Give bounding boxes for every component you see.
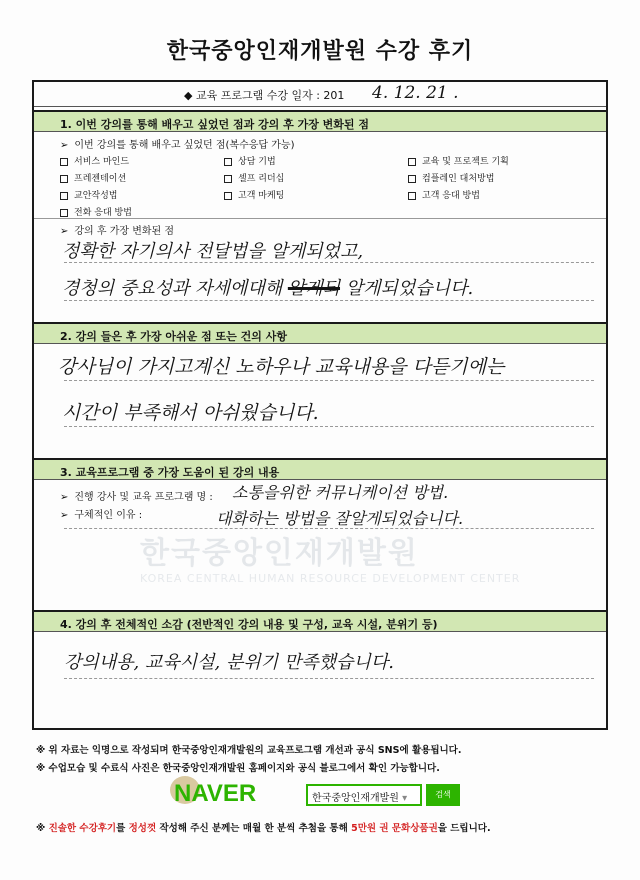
naver-logo: NAVER — [174, 780, 257, 807]
section1-sub-question — [60, 136, 294, 151]
option-label: 프레젠테이션 — [74, 174, 127, 184]
option-label: 고객 응대 방법 — [422, 191, 480, 201]
section1-sub-question-text: 이번 강의를 통해 배우고 싶었던 점(복수응답 가능) — [74, 140, 295, 151]
arrow-icon: ➢ — [60, 140, 69, 151]
checkbox-icon — [224, 158, 232, 166]
note-prize-red1: 진솔한 수강후기 — [48, 823, 117, 834]
section4-header: 4. 강의 후 전체적인 소감 (전반적인 강의 내용 및 구성, 교육 시설, 분위기 등) — [34, 610, 606, 632]
section1-hand-line1: 정확한 자기의사 전달법을 알게되었고, — [62, 241, 364, 262]
checkbox-icon — [224, 192, 232, 200]
section1-hand-line2 — [62, 274, 473, 300]
checkbox-icon — [60, 192, 68, 200]
date-row — [34, 82, 606, 107]
checkbox-icon — [60, 175, 68, 183]
section4-hand-line: 강의내용, 교육시설, 분위기 만족했습니다. — [64, 652, 394, 673]
section3-q1 — [60, 488, 213, 503]
checkbox-icon — [408, 175, 416, 183]
note-anonymous: ※ 위 자료는 익명으로 작성되며 한국중앙인재개발원의 교육프로그램 개선과 공식 SNS에 활용됩니다. — [36, 745, 462, 756]
dashed-rule — [64, 426, 594, 427]
checkbox-icon — [224, 175, 232, 183]
section1-sub-change — [60, 222, 174, 237]
option-self-leadership[interactable] — [224, 171, 284, 184]
option-marketing[interactable] — [224, 188, 284, 201]
option-counseling[interactable] — [224, 154, 276, 167]
section2-header: 2. 강의 들은 후 가장 아쉬운 점 또는 건의 사항 — [34, 322, 606, 344]
note-prize-prefix: ※ — [36, 823, 46, 834]
arrow-icon: ➢ — [60, 492, 69, 503]
dashed-rule — [64, 300, 594, 301]
section3-q2-hand: 대화하는 방법을 잘알게되었습니다. — [216, 509, 464, 528]
section1-hand-line2-a: 경청의 중요성과 자세에대해 — [62, 278, 283, 299]
naver-search-input[interactable] — [306, 784, 422, 806]
checkbox-icon — [408, 192, 416, 200]
note-prize-red3: 5만원 권 문화상품권 — [351, 823, 438, 834]
option-label: 서비스 마인드 — [74, 157, 130, 167]
arrow-icon: ➢ — [60, 226, 69, 237]
divider — [34, 218, 606, 219]
page-title: 한국중앙인재개발원 수강 후기 — [166, 39, 474, 64]
naver-search-button[interactable]: 검색 — [426, 784, 460, 806]
section3-q1-hand: 소통을위한 커뮤니케이션 방법. — [232, 483, 449, 502]
option-label: 컴플레인 대처방법 — [422, 174, 495, 184]
dashed-rule — [64, 528, 594, 529]
checkbox-icon — [408, 158, 416, 166]
arrow-icon: ➢ — [60, 510, 69, 521]
note-prize-end: 을 드립니다. — [437, 823, 491, 834]
option-label: 교안작성법 — [74, 191, 118, 201]
option-label: 셀프 리더십 — [238, 174, 285, 184]
option-presentation[interactable] — [60, 171, 126, 184]
naver-search-value: 한국중앙인재개발원 — [312, 793, 399, 804]
option-label: 전화 응대 방법 — [74, 208, 132, 218]
section1-sub-change-text: 강의 후 가장 변화된 점 — [74, 226, 175, 237]
option-label: 교육 및 프로젝트 기획 — [422, 157, 509, 167]
section3-q2-label: 구체적인 이유 : — [74, 510, 143, 521]
section3-header: 3. 교육프로그램 중 가장 도움이 된 강의 내용 — [34, 458, 606, 480]
date-handwritten: 4. 12. 21 . — [372, 83, 459, 103]
section3-q2 — [60, 506, 142, 521]
section2-hand-line1: 강사님이 가지고계신 노하우나 교육내용을 다듣기에는 — [58, 356, 505, 378]
note-prize-mid1: 를 — [116, 823, 126, 834]
dropdown-icon: ▾ — [402, 793, 408, 804]
option-customer-service[interactable] — [408, 188, 480, 201]
section1-hand-struck: 알게되 — [287, 278, 341, 299]
checkbox-icon — [60, 158, 68, 166]
dashed-rule — [64, 678, 594, 679]
section1-hand-line2-b: 알게되었습니다. — [345, 278, 474, 299]
option-planning[interactable] — [408, 154, 509, 167]
watermark-english-text: KOREA CENTRAL HUMAN RESOURCE DEVELOPMENT CENTER — [140, 572, 521, 585]
section2-hand-line2: 시간이 부족해서 아쉬웠습니다. — [62, 402, 319, 424]
option-phone-service[interactable] — [60, 205, 132, 218]
dashed-rule — [64, 380, 594, 381]
note-prize-red2: 정성껏 — [128, 823, 157, 834]
option-complaint[interactable] — [408, 171, 494, 184]
option-lesson-plan[interactable] — [60, 188, 117, 201]
note-prize — [36, 820, 491, 834]
form-frame — [32, 80, 608, 730]
checkbox-icon — [60, 209, 68, 217]
option-label: 상담 기법 — [238, 157, 276, 167]
section1-header: 1. 이번 강의를 통해 배우고 싶었던 점과 강의 후 가장 변화된 점 — [34, 110, 606, 132]
date-label: ◆ 교육 프로그램 수강 일자 : 201 — [184, 89, 345, 102]
note-prize-mid2: 작성해 주신 분께는 매월 한 분씩 추첨을 통해 — [159, 823, 348, 834]
option-label: 고객 마케팅 — [238, 191, 285, 201]
dashed-rule — [64, 262, 594, 263]
watermark-logo-text: 한국중앙인재개발원 — [140, 536, 419, 571]
section3-q1-label: 진행 강사 및 교육 프로그램 명 : — [74, 492, 213, 503]
option-service-mind[interactable] — [60, 154, 129, 167]
note-photos: ※ 수업모습 및 수료식 사진은 한국중앙인재개발원 홈페이지와 공식 블로그에서 확인 가능합니다. — [36, 763, 440, 774]
